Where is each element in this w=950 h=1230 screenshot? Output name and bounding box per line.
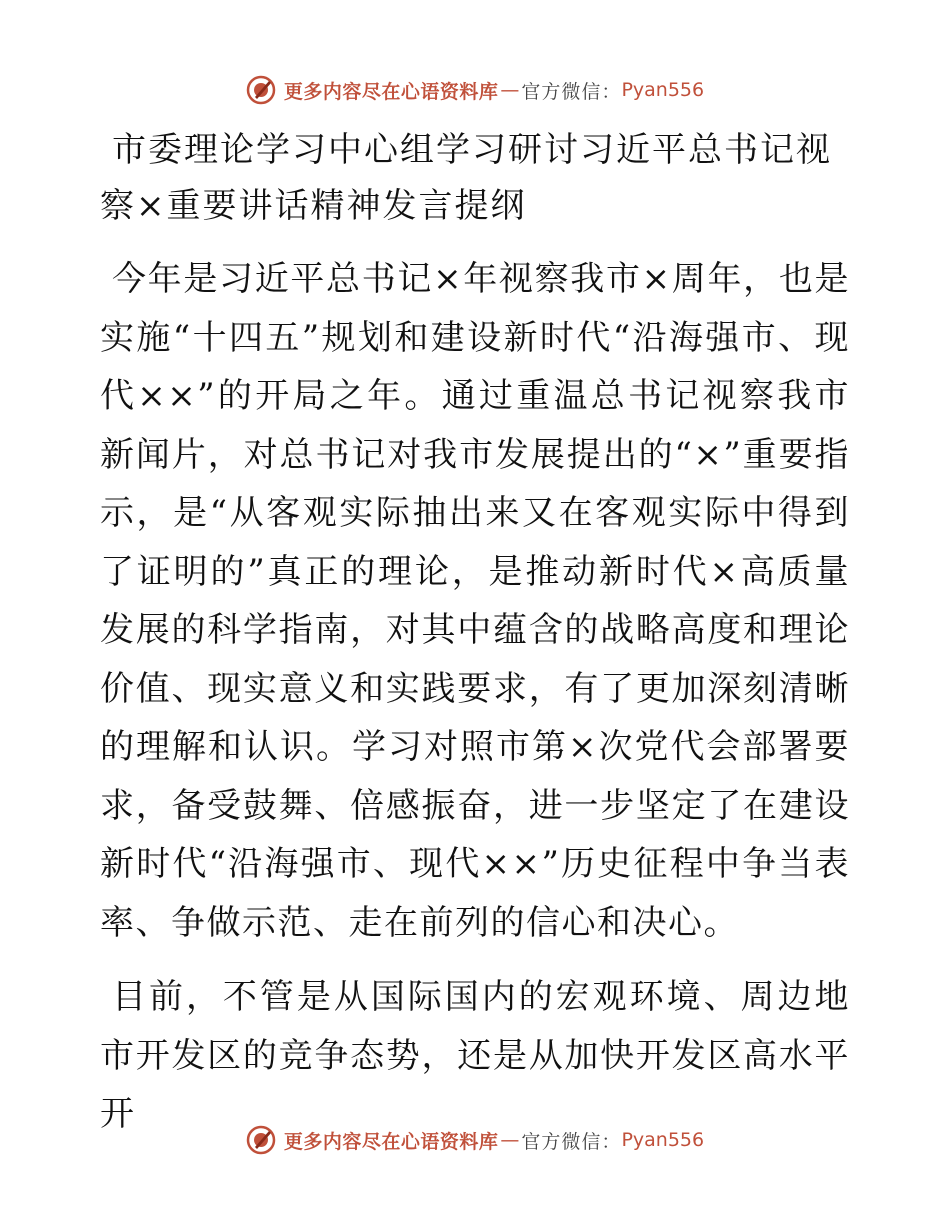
watermark-wechat-id: Pyan556 — [621, 79, 705, 101]
watermark-main-text: 更多内容尽在心语资料库 — [283, 80, 499, 103]
watermark-label: 官方微信： — [521, 1130, 622, 1153]
header-watermark — [0, 72, 950, 108]
paragraph-1: 今年是习近平总书记×年视察我市×周年，也是实施“十四五”规划和建设新时代“沿海强市、现代××”的开局之年。通过重温总书记视察我市新闻片，对总书记对我市发展提出的“×”重要指示，是“从客观实际抽出来又在客观实际中得到了证明的”真正的理论，是推动新时代×高质量发展的科学指南，对其中蕴含的战略高度和理论价值、现实意义和实践要求，有了更加深刻清晰的理解和认识。学习对照市第×次党代会部署要求，备受鼓舞、倍感振奋，进一步坚定了在建设新时代“沿海强市、现代××”历史征程中争当表率、争做示范、走在前列的信心和决心。 — [100, 259, 850, 943]
document-title: 市委理论学习中心组学习研讨习近平总书记视察×重要讲话精神发言提纲 — [100, 130, 832, 226]
watermark-label: 官方微信： — [521, 80, 622, 103]
watermark-dash: — — [500, 1129, 520, 1151]
paragraph-2: 目前，不管是从国际国内的宏观环境、周边地市开发区的竞争态势，还是从加快开发区高水平开 — [100, 977, 850, 1134]
footer-watermark — [0, 1122, 950, 1158]
watermark-wechat-id: Pyan556 — [621, 1129, 705, 1151]
watermark-dash: — — [500, 79, 520, 101]
watermark-main-text: 更多内容尽在心语资料库 — [283, 1130, 499, 1153]
pen-logo-icon — [246, 75, 276, 105]
pen-logo-icon — [246, 1125, 276, 1155]
